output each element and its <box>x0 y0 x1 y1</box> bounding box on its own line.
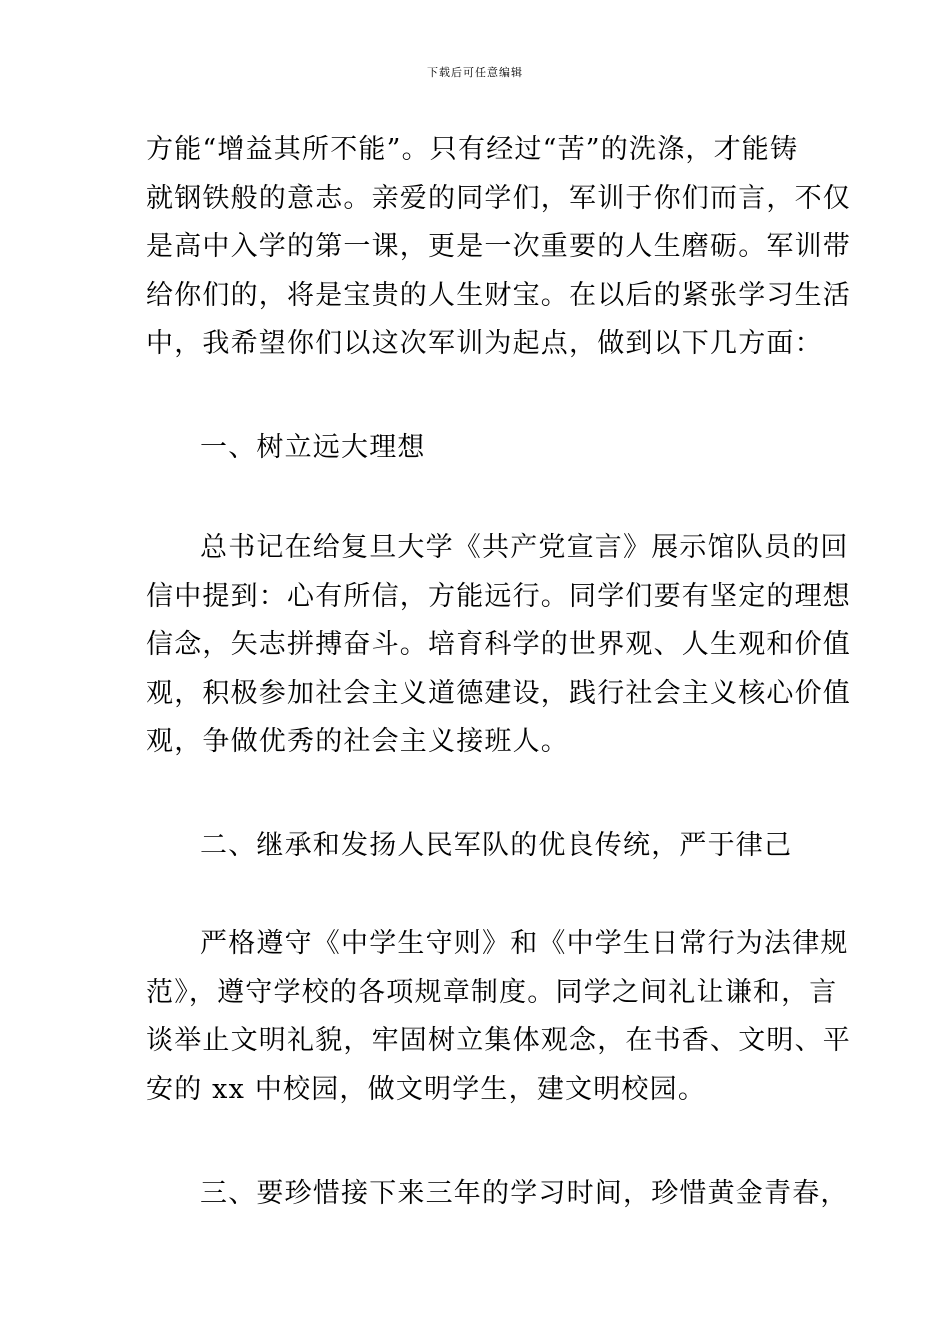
text-line: 安的 xx 中校园，做文明学生，建文明校园。 <box>146 1073 707 1105</box>
text-line: 是高中入学的第一课，更是一次重要的人生磨砺。军训带 <box>146 231 851 262</box>
section-heading-2: 二、继承和发扬人民军队的优良传统，严于律己 <box>200 830 793 861</box>
text-line: 中，我希望你们以这次军训为起点，做到以下几方面： <box>146 328 823 359</box>
page-header-note: 下载后可任意编辑 <box>427 66 523 79</box>
text-line: 观，争做优秀的社会主义接班人。 <box>146 726 569 757</box>
text-line: 信念，矢志拼搏奋斗。培育科学的世界观、人生观和价值 <box>146 629 851 660</box>
text-line: 方能“增益其所不能”。只有经过“苦”的洗涤，才能铸 <box>146 134 799 165</box>
text-line: 总书记在给复旦大学《共产党宣言》展示馆队员的回 <box>200 532 849 563</box>
text-line: 谈举止文明礼貌，牢固树立集体观念，在书香、文明、平 <box>146 1025 851 1056</box>
paragraph-discipline <box>146 920 851 1114</box>
paragraph-ideals <box>146 524 851 767</box>
paragraph-intro <box>146 126 851 369</box>
section-heading-1: 一、树立远大理想 <box>200 432 426 463</box>
section-heading-3: 三、要珍惜接下来三年的学习时间，珍惜黄金青春， <box>200 1178 849 1209</box>
text-line: 观，积极参加社会主义道德建设，践行社会主义核心价值 <box>146 677 851 709</box>
text-line: 给你们的，将是宝贵的人生财宝。在以后的紧张学习生活 <box>146 279 851 311</box>
text-line: 范》，遵守学校的各项规章制度。同学之间礼让谦和，言 <box>146 976 838 1008</box>
text-line: 信中提到：心有所信，方能远行。同学们要有坚定的理想 <box>146 580 851 612</box>
text-line: 就钢铁般的意志。亲爱的同学们，军训于你们而言，不仅 <box>146 182 851 214</box>
text-line: 严格遵守《中学生守则》和《中学生日常行为法律规 <box>200 928 849 959</box>
